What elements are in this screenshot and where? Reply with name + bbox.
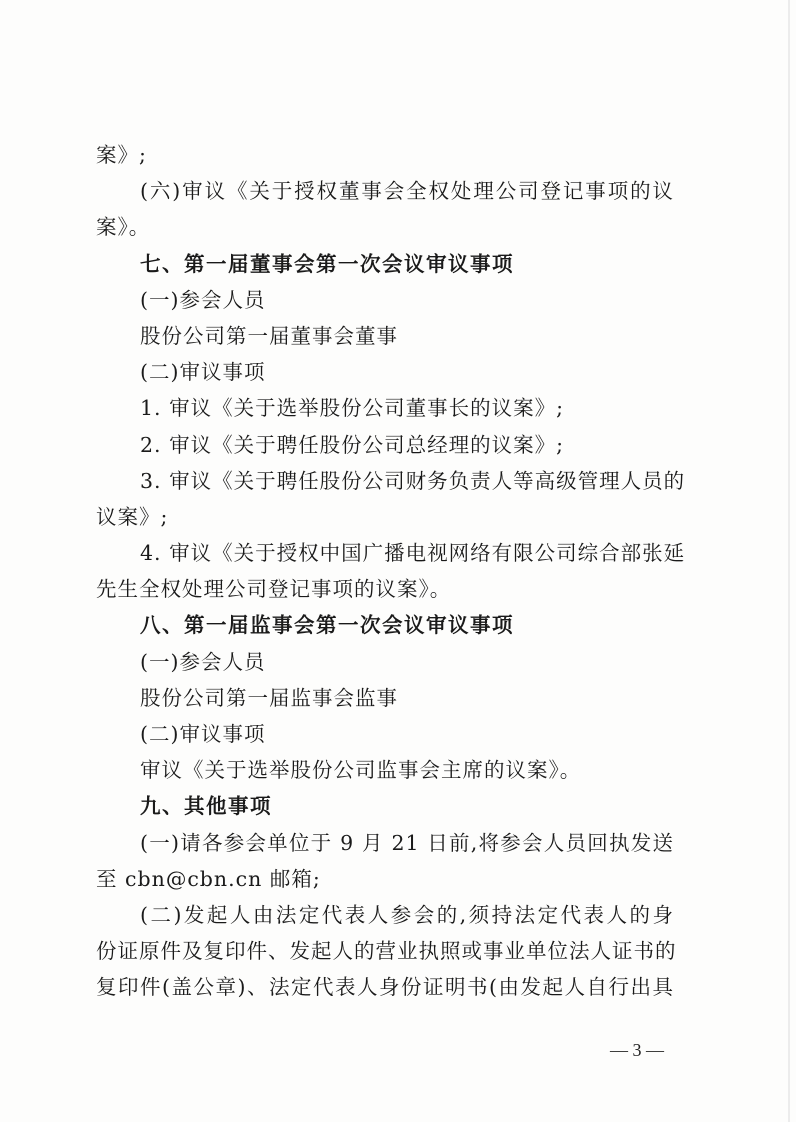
text-line: (二)审议事项 (140, 360, 266, 385)
text-line: 1. 审议《关于选举股份公司董事长的议案》; (140, 396, 564, 421)
text-line: 审议《关于选举股份公司监事会主席的议案》。 (140, 758, 582, 783)
text-line: 份证原件及复印件、发起人的营业执照或事业单位法人证书的 (96, 939, 677, 964)
text-line: 复印件(盖公章)、法定代表人身份证明书(由发起人自行出具 (96, 975, 674, 1000)
text-line: 案》; (96, 143, 147, 167)
document-body (96, 137, 686, 1006)
text-line: (二)审议事项 (140, 722, 266, 746)
section-heading-7: 七、第一届董事会第一次会议审议事项 (140, 251, 514, 276)
section-heading-9: 九、其他事项 (140, 794, 272, 819)
text-line: (一)参会人员 (140, 287, 266, 312)
text-line: 3. 审议《关于聘任股份公司财务负责人等高级管理人员的 (140, 468, 686, 493)
text-line: 先生全权处理公司登记事项的议案》。 (96, 577, 452, 602)
text-line: 股份公司第一届监事会监事 (140, 685, 398, 710)
text-line: 至 cbn@cbn.cn 邮箱; (96, 866, 321, 891)
text-line: 4. 审议《关于授权中国广播电视网络有限公司综合部张延 (140, 541, 686, 566)
text-line: 2. 审议《关于聘任股份公司总经理的议案》; (140, 432, 564, 457)
text-line: (一)参会人员 (140, 649, 266, 674)
text-line: (六)审议《关于授权董事会全权处理公司登记事项的议 (140, 179, 674, 204)
text-line: (二)发起人由法定代表人参会的,须持法定代表人的身 (140, 902, 674, 927)
text-line: 议案》; (96, 504, 169, 529)
text-line: 股份公司第一届董事会董事 (140, 323, 398, 348)
text-line: (一)请各参会单位于 9 月 21 日前,将参会人员回执发送 (140, 830, 674, 855)
page-number: — 3 — (610, 1040, 664, 1060)
section-heading-8: 八、第一届监事会第一次会议审议事项 (140, 613, 514, 638)
page-edge-shadow (788, 0, 790, 1122)
text-line: 案》。 (96, 215, 151, 240)
